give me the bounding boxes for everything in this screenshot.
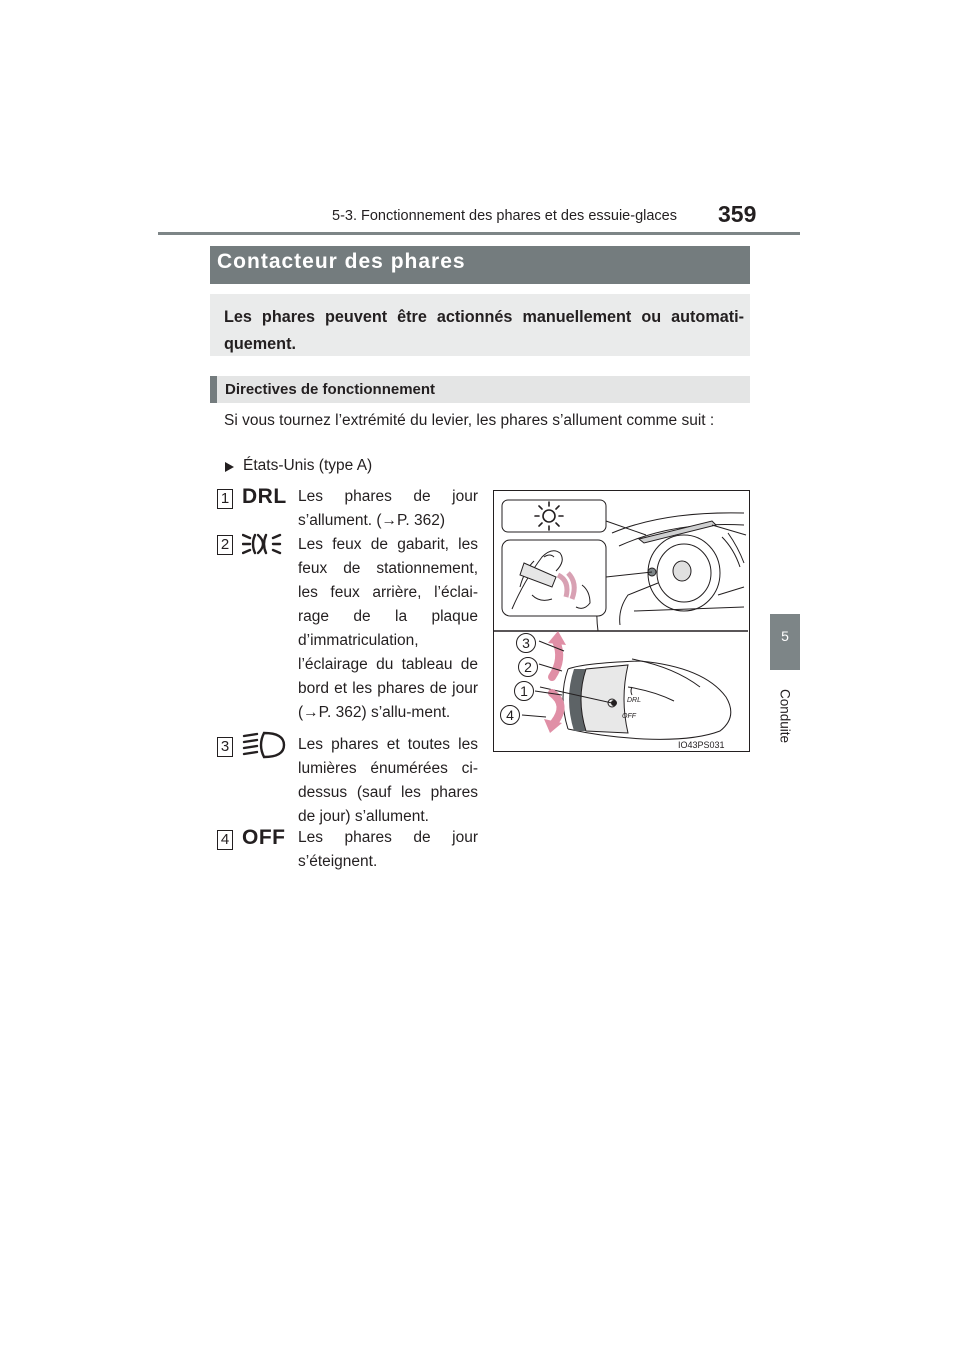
callout-3: 3 (516, 633, 536, 653)
page-number: 359 (718, 201, 757, 227)
callout-1: 1 (514, 681, 534, 701)
illustration-code: IO43PS031 (678, 740, 725, 750)
item-text-2: Les feux de gabarit, les feux de stationnement, les feux arrière, l’éclai-rage de la plaque d’immatriculation, l’éclairage du tableau de bord et les phares de jour (→P. 362) s’allu-ment. (298, 536, 478, 721)
item-text-1: Les phares de jour s’allument. (→P. 362) (298, 488, 478, 529)
subheading-stripe (210, 376, 217, 403)
item-number-3: 3 (217, 737, 233, 757)
callout-2: 2 (518, 657, 538, 677)
body-paragraph: Si vous tournez l’extrémité du levier, les phares s’allument comme suit : (224, 412, 715, 429)
item-number-4: 4 (217, 830, 233, 850)
item-number-2: 2 (217, 535, 233, 555)
off-symbol: OFF (242, 826, 286, 849)
intro-text: Les phares peuvent être actionnés manuellement ou automati-quement. (224, 308, 744, 353)
switch-label-off: OFF (622, 713, 636, 720)
illustration-drawing (494, 491, 748, 750)
chapter-label: Conduite (777, 688, 793, 744)
callout-4: 4 (500, 705, 520, 725)
switch-label-drl: DRL (627, 697, 642, 704)
item-number-1: 1 (217, 489, 233, 509)
triangle-bullet-icon (225, 462, 234, 472)
subheading: Directives de fonctionnement (225, 381, 436, 398)
section-header: 5-3. Fonctionnement des phares et des essuie-glaces (332, 208, 677, 224)
variant-label: États-Unis (type A) (243, 457, 373, 474)
headlight-switch-illustration (493, 490, 750, 752)
item-text-4: Les phares de jour s’éteignent. (298, 829, 478, 870)
drl-symbol: DRL (242, 485, 287, 508)
header-rule (158, 232, 800, 235)
item-text-3: Les phares et toutes les lumières énumérées ci-dessus (sauf les phares de jour) s’allument. (298, 736, 478, 825)
chapter-number: 5 (781, 628, 789, 644)
headlight-icon (242, 730, 288, 760)
parking-lights-icon (242, 530, 288, 558)
page-title: Contacteur des phares (217, 250, 466, 273)
